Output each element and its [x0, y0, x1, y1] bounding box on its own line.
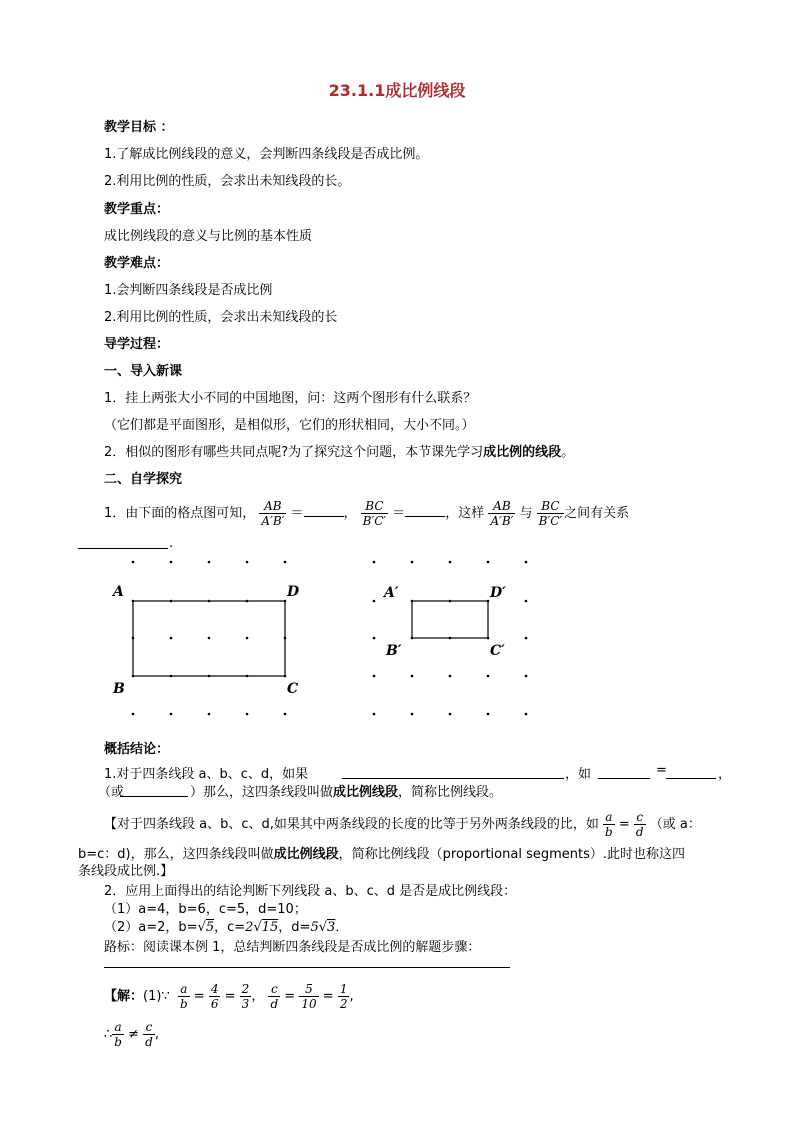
fraction-ab [488, 499, 515, 528]
summary-line-2-open: （或 [98, 785, 125, 800]
grid-dots-left [132, 561, 287, 716]
fraction-denominator: b [605, 825, 613, 839]
solution-because: (1)∵ [143, 989, 170, 1004]
coefficient: 2 [245, 920, 254, 935]
comma: ， [251, 989, 265, 1004]
part-1-question-2-end: 。 [561, 445, 575, 460]
question-2-part-2 [104, 916, 348, 935]
solution-line-2 [104, 1018, 159, 1052]
definition-text-4: ，简称比例线段（proportional segments）.此时也称这四 [338, 847, 685, 862]
grid-figure [100, 555, 550, 725]
fraction-denominator: b [114, 1035, 122, 1049]
question-2-part-2-text-3: ，d= [278, 920, 311, 935]
summary-text: 1.对于四条线段 a、b、c、d，如果 [104, 767, 309, 782]
part-1-heading: 一、导入新课 [104, 364, 183, 379]
answer-blank-line[interactable] [342, 778, 564, 779]
fraction-bc [361, 499, 388, 528]
question-2-part-1: （1）a=4，b=6，c=5，d=10； [104, 902, 307, 917]
fraction-numerator: 5 [299, 982, 318, 997]
fraction-denominator: d [145, 1035, 153, 1049]
summary-equals: = [656, 763, 667, 778]
fraction-denominator: b [179, 997, 188, 1011]
definition-text-3: b=c：d)，那么，这四条线段叫做 [78, 847, 274, 862]
fraction-ab [259, 499, 286, 528]
label-c-prime: C′ [490, 643, 505, 659]
question-1-text-3: 与 [519, 506, 533, 521]
comma: ， [343, 506, 357, 521]
answer-line[interactable] [104, 967, 510, 968]
section-process-heading: 导学过程： [104, 337, 170, 352]
radicand: 5 [205, 920, 215, 935]
question-2: 2．应用上面得出的结论判断下列线段 a、b、c、d 是否是成比例线段： [104, 884, 517, 899]
coefficient: 5 [310, 920, 319, 935]
fraction-5-10 [299, 982, 318, 1011]
fraction-numerator: BC [537, 499, 564, 514]
label-b-prime: B′ [386, 643, 402, 659]
question-1-line [104, 497, 629, 531]
fraction-numerator: c [268, 982, 280, 997]
fraction-1-2 [338, 982, 350, 1011]
fraction-denominator: 6 [210, 997, 219, 1011]
label-c: C [287, 681, 299, 697]
answer-blank-line[interactable] [666, 778, 716, 779]
key-point-1: 成比例线段的意义与比例的基本性质 [104, 229, 313, 244]
fraction-numerator: 4 [210, 982, 219, 996]
fraction-numerator: a [112, 1020, 124, 1035]
fraction-denominator: 10 [301, 997, 317, 1011]
fraction-numerator: 1 [339, 982, 348, 996]
fraction-numerator: AB [259, 499, 286, 514]
answer-blank[interactable] [405, 502, 445, 517]
solution-line-1: 【解：(1)∵ $\frac{a}{b}$ = $\frac{4}{6}$ = $\frac{2}{3}$ ， $\frac{c}{d}$ = $\frac{5}{10}$ = $\frac{1}{2}$ , [104, 982, 354, 1011]
answer-blank-line[interactable] [78, 548, 168, 549]
summary-heading: 概括结论： [104, 742, 170, 757]
part-1-question-2 [104, 441, 574, 460]
fraction-c-d [268, 982, 280, 1011]
fraction-numerator: c [634, 810, 646, 825]
comma: , [154, 1027, 159, 1042]
radicand: 15 [261, 920, 279, 935]
sqrt-15: 2√15 [245, 920, 279, 935]
not-equal-sign: ≠ [128, 1027, 140, 1042]
question-2-part-2-end: ． [335, 920, 349, 935]
goal-2: 2.利用比例的性质，会求出未知线段的长。 [104, 174, 351, 189]
rectangle-a2b2c2d2 [412, 601, 488, 638]
summary-text-4: ，简称比例线段。 [398, 785, 503, 800]
fraction-denominator: d [270, 997, 279, 1011]
summary-line-1 [104, 763, 308, 782]
fraction-bc [537, 499, 564, 528]
answer-blank[interactable] [304, 502, 344, 517]
answer-blank-line[interactable] [598, 778, 650, 779]
equals-sign: ＝ [290, 506, 304, 521]
label-b: B [113, 681, 125, 697]
part-1-question-2-text: 2．相似的图形有哪些共同点呢?为了探究这个问题，本节课先学习 [104, 445, 484, 460]
summary-line-2 [190, 781, 502, 800]
page-title: 23.1.1成比例线段 [328, 81, 466, 100]
question-2-part-2-text: （2）a=2，b= [104, 920, 198, 935]
question-1-text: 1．由下面的格点图可知， [104, 506, 256, 521]
question-1-text-4: 之间有关系 [564, 506, 630, 521]
fraction-denominator: B′C′ [538, 514, 563, 528]
fraction-numerator: 2 [241, 982, 250, 996]
answer-blank-line[interactable] [120, 796, 188, 797]
label-a: A [113, 584, 124, 600]
fraction-a-b [112, 1020, 124, 1049]
fraction-denominator: B′C′ [362, 514, 387, 528]
fraction-denominator: d [635, 825, 644, 839]
summary-text-3: ）那么，这四条线段叫做 [190, 785, 334, 800]
comma: , [349, 989, 354, 1004]
label-d: D [287, 584, 300, 600]
solution-label: 【解： [104, 989, 144, 1004]
equals-sign: = [618, 817, 630, 832]
part-1-question-2-bold: 成比例的线段 [483, 445, 562, 460]
period: . [169, 536, 174, 551]
fraction-c-d [143, 1020, 155, 1049]
difficulty-1: 1.会判断四条线段是否成比例 [104, 283, 273, 298]
summary-term-bold: 成比例线段 [333, 785, 399, 800]
section-goals-heading: 教学目标 ： [104, 120, 174, 135]
sqrt-5: √5 [197, 920, 215, 935]
radicand: 3 [327, 920, 336, 935]
label-d-prime: D′ [490, 585, 506, 601]
summary-text-2: ，如 [565, 767, 592, 782]
therefore-symbol: ∴ [104, 1027, 113, 1042]
fraction-numerator: BC [361, 499, 388, 514]
fraction-denominator: 2 [339, 997, 348, 1011]
part-1-question-1: 1．挂上两张大小不同的中国地图，问：这两个图形有什么联系？ [104, 391, 477, 406]
sqrt-3: 5√3 [310, 920, 336, 935]
fraction-numerator: AB [488, 499, 515, 514]
equals-sign: ＝ [392, 506, 406, 521]
fraction-c-over-d [634, 810, 646, 839]
section-difficulty-heading: 教学难点： [104, 256, 170, 271]
question-1-text-2: ，这样 [445, 506, 485, 521]
label-a-prime: A′ [384, 585, 399, 601]
definition-text-2: （或 a： [649, 817, 701, 832]
fraction-denominator: A′B′ [261, 514, 285, 528]
section-key-heading: 教学重点： [104, 202, 170, 217]
definition-line-3: 条线段成比例.】 [78, 864, 174, 879]
fraction-a-b [178, 982, 190, 1011]
question-2-part-2-text-2: ，c= [214, 920, 246, 935]
fraction-4-6 [209, 982, 221, 1011]
definition-line-1 [104, 810, 701, 840]
part-1-answer-1: （它们都是平面图形，是相似形，它们的形状相同，大小不同。） [104, 418, 475, 433]
fraction-numerator: c [143, 1020, 155, 1035]
difficulty-2: 2.利用比例的性质，会求出未知线段的长 [104, 310, 338, 325]
part-2-heading: 二、自学探究 [104, 472, 183, 487]
fraction-numerator: a [178, 982, 190, 997]
fraction-numerator: a [603, 810, 615, 825]
fraction-2-3 [240, 982, 252, 1011]
hint: 路标：阅读课本例 1，总结判断四条线段是否成比例的解题步骤： [104, 940, 481, 955]
summary-comma: ， [718, 767, 732, 782]
definition-text: 【对于四条线段 a、b、c、d,如果其中两条线段的长度的比等于另外两条线段的比，如 [104, 817, 599, 832]
definition-term-bold: 成比例线段 [273, 847, 339, 862]
goal-1: 1.了解成比例线段的意义，会判断四条线段是否成比例。 [104, 147, 429, 162]
fraction-a-over-b [603, 810, 615, 839]
fraction-denominator: 3 [241, 997, 250, 1011]
fraction-denominator: A′B′ [490, 514, 514, 528]
